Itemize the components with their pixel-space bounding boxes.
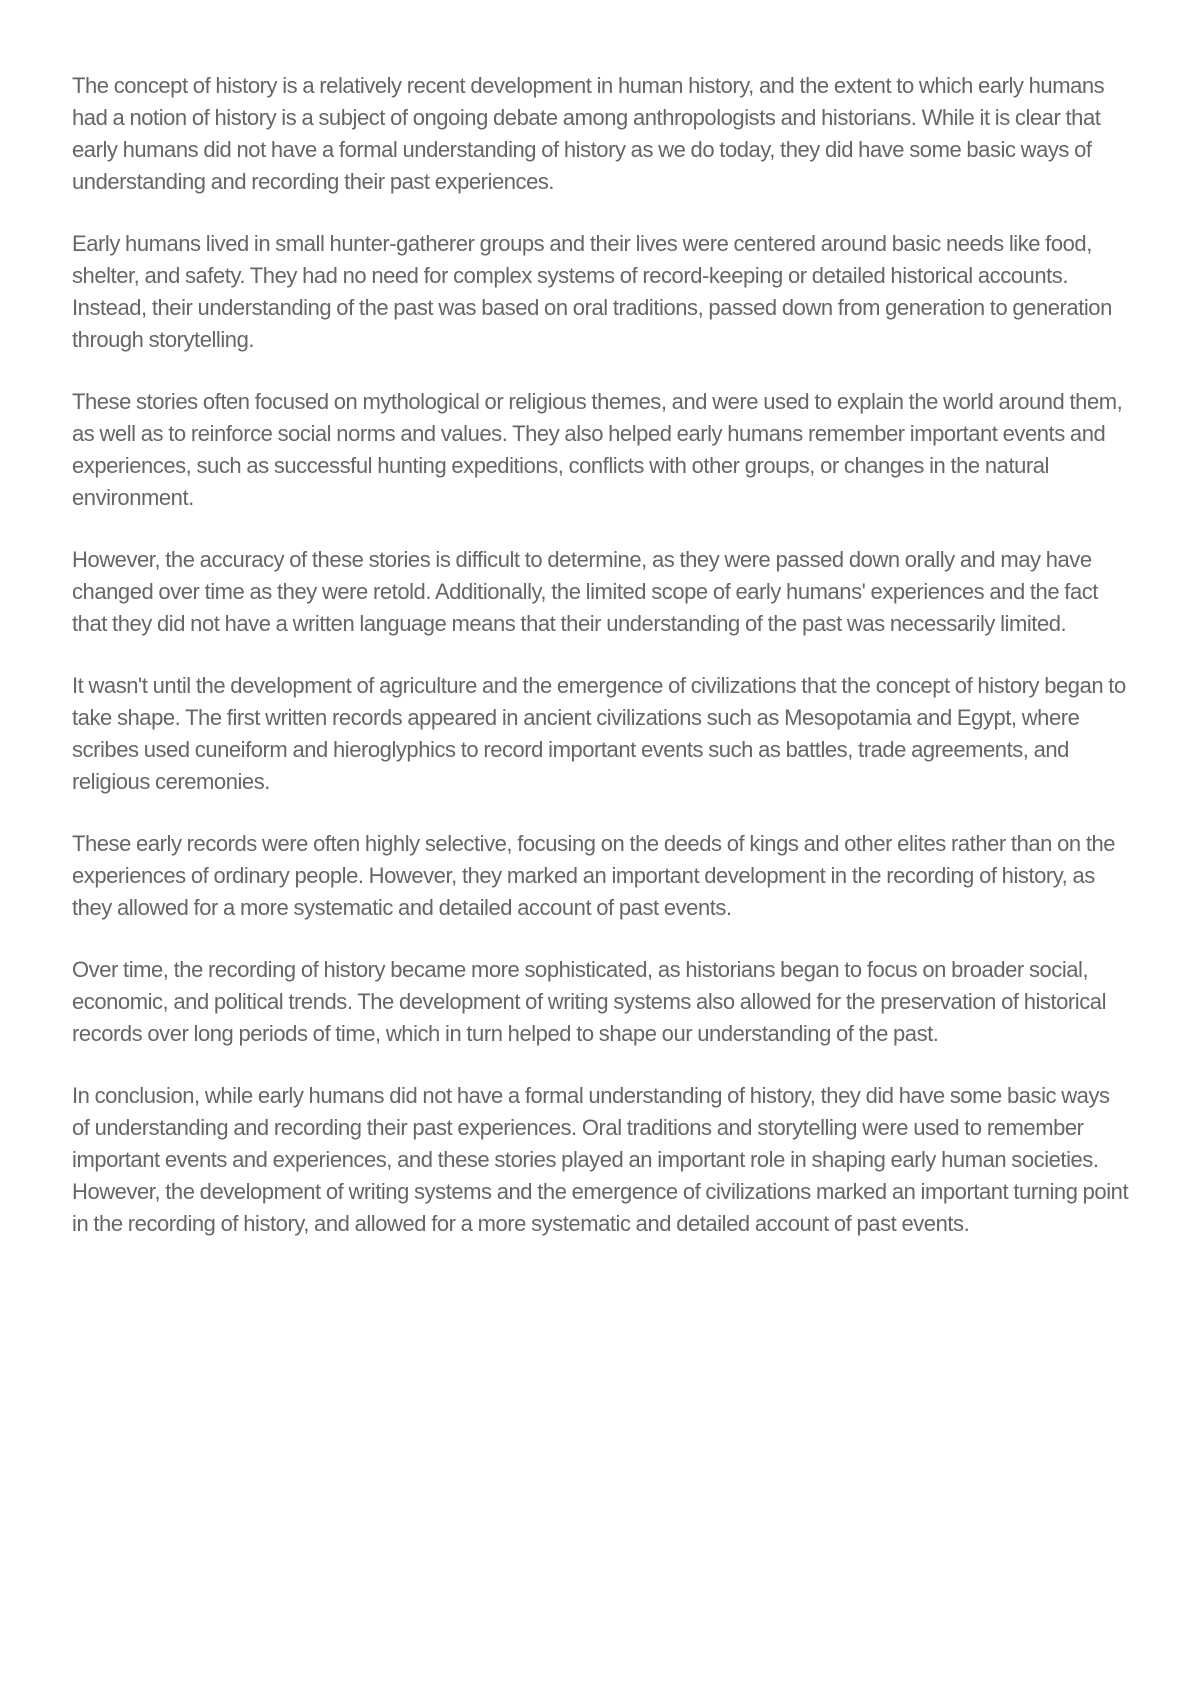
document-body <box>72 70 1132 1270</box>
paragraph-8: In conclusion, while early humans did not have a formal understanding of history, they did have some basic ways of understanding and recording their past experiences. Oral traditions and storytelling were used to remember important events and experiences, and these stories played an important role in shaping early human societies. However, the development of writing systems and the emergence of civilizations marked an important turning point in the recording of history, and allowed for a more systematic and detailed account of past events. <box>72 1083 1129 1236</box>
paragraph-1: The concept of history is a relatively recent development in human history, and the extent to which early humans had a notion of history is a subject of ongoing debate among anthropologists and historians. While it is clear that early humans did not have a formal understanding of history as we do today, they did have some basic ways of understanding and recording their past experiences. <box>72 73 1105 194</box>
paragraph-7: Over time, the recording of history became more sophisticated, as historians began to focus on broader social, economic, and political trends. The development of writing systems also allowed for the preservation of historical records over long periods of time, which in turn helped to shape our understanding of the past. <box>72 957 1107 1046</box>
paragraph-4: However, the accuracy of these stories is difficult to determine, as they were passed down orally and may have changed over time as they were retold. Additionally, the limited scope of early humans' experiences and the fact that they did not have a written language means that their understanding of the past was necessarily limited. <box>72 547 1098 636</box>
paragraph-6: These early records were often highly selective, focusing on the deeds of kings and other elites rather than on the experiences of ordinary people. However, they marked an important development in the recording of history, as they allowed for a more systematic and detailed account of past events. <box>72 831 1116 920</box>
paragraph-2: Early humans lived in small hunter-gatherer groups and their lives were centered around basic needs like food, shelter, and safety. They had no need for complex systems of record-keeping or detailed historical accounts. Instead, their understanding of the past was based on oral traditions, passed down from generation to generation through storytelling. <box>72 231 1112 352</box>
paragraph-3: These stories often focused on mythological or religious themes, and were used to explain the world around them, as well as to reinforce social norms and values. They also helped early humans remember important events and experiences, such as successful hunting expeditions, conflicts with other groups, or changes in the natural environment. <box>72 389 1123 510</box>
paragraph-5: It wasn't until the development of agriculture and the emergence of civilizations that the concept of history began to take shape. The first written records appeared in ancient civilizations such as Mesopotamia and Egypt, where scribes used cuneiform and hieroglyphics to record important events such as battles, trade agreements, and religious ceremonies. <box>72 673 1126 794</box>
